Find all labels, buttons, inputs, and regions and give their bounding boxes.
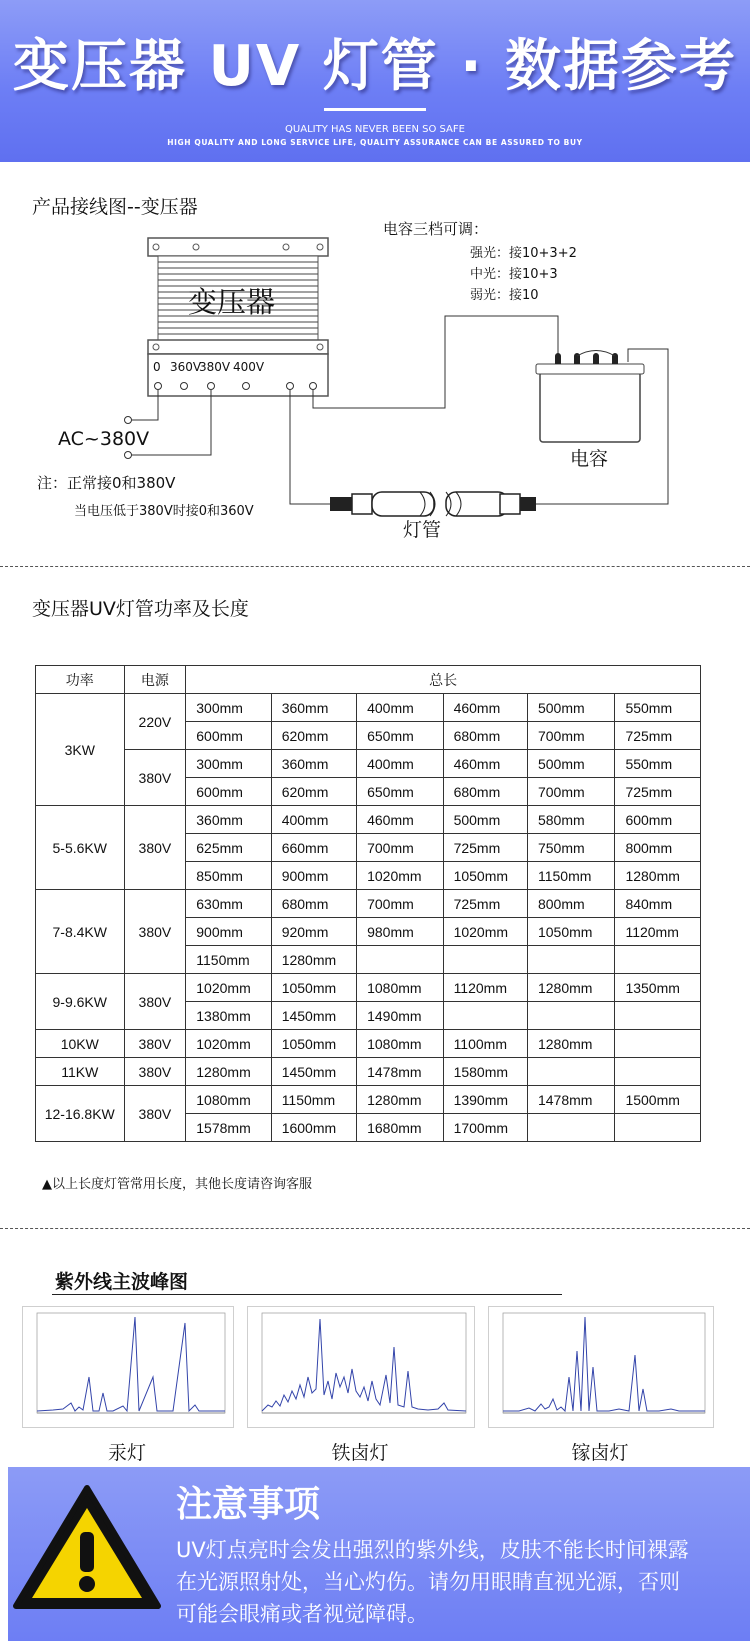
length-cell: 850mm xyxy=(186,862,271,890)
length-cell: 1080mm xyxy=(357,974,443,1002)
power-cell: 12-16.8KW xyxy=(36,1086,125,1142)
length-cell: 360mm xyxy=(271,750,356,778)
length-cell: 1700mm xyxy=(443,1114,527,1142)
spectra-underline xyxy=(52,1294,562,1295)
length-cell: 550mm xyxy=(615,750,701,778)
bolt-icon xyxy=(317,344,323,350)
length-cell: 1280mm xyxy=(527,974,614,1002)
length-cell: 725mm xyxy=(615,722,701,750)
lamp-cap-right xyxy=(520,497,536,511)
transformer-bottom-cap xyxy=(148,340,328,354)
ac-terminal-2 xyxy=(125,452,132,459)
terminal-out1 xyxy=(287,383,294,390)
table-header-row xyxy=(36,666,701,694)
bolt-icon xyxy=(317,244,323,250)
power-cell: 11KW xyxy=(36,1058,125,1086)
length-cell: 700mm xyxy=(527,778,614,806)
header-slogan: QUALITY HAS NEVER BEEN SO SAFE xyxy=(285,124,465,135)
voltage-cell: 220V xyxy=(124,694,186,750)
bolt-icon xyxy=(153,244,159,250)
length-cell: 1150mm xyxy=(271,1086,356,1114)
length-cell: 1350mm xyxy=(615,974,701,1002)
length-cell: 980mm xyxy=(357,918,443,946)
length-cell: 1280mm xyxy=(186,1058,271,1086)
length-cell: 1150mm xyxy=(527,862,614,890)
length-cell: 620mm xyxy=(271,778,356,806)
length-cell xyxy=(527,1002,614,1030)
wiring-note-1: 注：正常接0和380V xyxy=(37,474,176,492)
length-cell xyxy=(527,1114,614,1142)
capacitor-lid xyxy=(536,364,644,374)
lamp-label: 灯管 xyxy=(403,519,442,541)
lamp-tube-right xyxy=(446,492,508,516)
power-cell: 3KW xyxy=(36,694,125,806)
length-cell xyxy=(615,1114,701,1142)
table-row xyxy=(36,806,701,834)
length-cell: 500mm xyxy=(527,750,614,778)
terminal-label-0: 0 xyxy=(153,360,161,374)
length-cell: 1120mm xyxy=(615,918,701,946)
voltage-cell: 380V xyxy=(124,974,186,1030)
length-cell: 1490mm xyxy=(357,1002,443,1030)
length-cell: 660mm xyxy=(271,834,356,862)
lamp-holder-right xyxy=(500,494,520,514)
power-cell: 10KW xyxy=(36,1030,125,1058)
length-cell xyxy=(443,1002,527,1030)
length-cell: 300mm xyxy=(186,694,271,722)
capacitor-terminals xyxy=(555,353,618,364)
iron-halide-spectrum-chart xyxy=(247,1306,475,1428)
notice-line-3: 可能会眼痛或者视觉障碍。 xyxy=(176,1602,428,1626)
length-cell: 1080mm xyxy=(186,1086,271,1114)
notice-title: 注意事项 xyxy=(176,1484,321,1525)
voltage-cell: 380V xyxy=(124,1058,186,1086)
length-cell: 1150mm xyxy=(186,946,271,974)
lamp-wire-left xyxy=(290,390,330,504)
terminal-label-400v: 400V xyxy=(233,360,265,374)
table-title: 变压器UV灯管功率及长度 xyxy=(32,598,249,620)
length-cell: 600mm xyxy=(186,778,271,806)
length-cell: 1478mm xyxy=(357,1058,443,1086)
voltage-cell: 380V xyxy=(124,1086,186,1142)
length-cell: 500mm xyxy=(443,806,527,834)
length-cell: 460mm xyxy=(443,694,527,722)
gallium-halide-spectrum-chart xyxy=(488,1306,714,1428)
length-cell: 680mm xyxy=(271,890,356,918)
length-cell: 700mm xyxy=(357,834,443,862)
table-row xyxy=(36,1030,701,1058)
table-row xyxy=(36,974,701,1002)
length-cell: 1050mm xyxy=(271,1030,356,1058)
table-row xyxy=(36,750,701,778)
length-cell: 840mm xyxy=(615,890,701,918)
notice-line-1: UV灯点亮时会发出强烈的紫外线，皮肤不能长时间裸露 xyxy=(176,1538,689,1562)
length-cell xyxy=(615,1002,701,1030)
section-divider xyxy=(0,566,750,567)
length-cell: 620mm xyxy=(271,722,356,750)
length-cell: 500mm xyxy=(527,694,614,722)
length-cell: 725mm xyxy=(443,890,527,918)
notice-line-2: 在光源照射处，当心灼伤。请勿用眼睛直视光源，否则 xyxy=(176,1570,680,1594)
length-cell: 1600mm xyxy=(271,1114,356,1142)
length-cell: 360mm xyxy=(271,694,356,722)
wiring-title: 产品接线图--变压器 xyxy=(32,196,198,218)
length-cell: 700mm xyxy=(357,890,443,918)
length-cell: 460mm xyxy=(443,750,527,778)
length-cell: 400mm xyxy=(357,694,443,722)
cap-weak: 弱光：接10 xyxy=(470,288,539,303)
length-cell: 1580mm xyxy=(443,1058,527,1086)
length-cell: 1280mm xyxy=(357,1086,443,1114)
table-header-cell: 电源 xyxy=(124,666,186,694)
terminal-0 xyxy=(155,383,162,390)
length-cell: 1280mm xyxy=(527,1030,614,1058)
length-cell: 300mm xyxy=(186,750,271,778)
length-cell: 360mm xyxy=(186,806,271,834)
length-cell xyxy=(615,1030,701,1058)
ac-label: AC~380V xyxy=(58,428,150,450)
iron-halide-label: 铁卤灯 xyxy=(331,1443,389,1464)
capacitor-label: 电容 xyxy=(570,448,609,470)
length-cell xyxy=(527,946,614,974)
transformer-label: 变压器 xyxy=(188,285,276,319)
length-cell: 1020mm xyxy=(443,918,527,946)
gallium-halide-spectrum-plot xyxy=(489,1307,713,1427)
length-cell: 900mm xyxy=(271,862,356,890)
length-cell: 900mm xyxy=(186,918,271,946)
terminal-400v xyxy=(243,383,250,390)
length-cell: 1450mm xyxy=(271,1058,356,1086)
voltage-cell: 380V xyxy=(124,750,186,806)
length-cell: 400mm xyxy=(271,806,356,834)
terminal-label-380v: 380V xyxy=(199,360,231,374)
terminal-out2 xyxy=(310,383,317,390)
wiring-note-2: 当电压低于380V时接0和360V xyxy=(74,504,254,519)
length-cell: 680mm xyxy=(443,722,527,750)
length-cell xyxy=(527,1058,614,1086)
voltage-cell: 380V xyxy=(124,890,186,974)
length-cell: 1020mm xyxy=(357,862,443,890)
length-cell: 1578mm xyxy=(186,1114,271,1142)
length-cell: 725mm xyxy=(443,834,527,862)
length-cell: 1450mm xyxy=(271,1002,356,1030)
length-cell: 700mm xyxy=(527,722,614,750)
page-title: 变压器 UV 灯管 · 数据参考 xyxy=(12,34,738,99)
power-cell: 5-5.6KW xyxy=(36,806,125,890)
length-cell: 1050mm xyxy=(527,918,614,946)
length-cell xyxy=(357,946,443,974)
capacitor-title: 电容三档可调： xyxy=(383,220,489,238)
cap-medium: 中光：接10+3 xyxy=(470,267,558,282)
bolt-icon xyxy=(153,344,159,350)
length-cell: 800mm xyxy=(615,834,701,862)
header-subslogan: HIGH QUALITY AND LONG SERVICE LIFE, QUALITY ASSURANCE CAN BE ASSURED TO BUY xyxy=(167,138,583,147)
length-cell: 550mm xyxy=(615,694,701,722)
length-cell: 600mm xyxy=(186,722,271,750)
power-cell: 9-9.6KW xyxy=(36,974,125,1030)
length-cell: 1680mm xyxy=(357,1114,443,1142)
length-cell: 625mm xyxy=(186,834,271,862)
length-cell: 1500mm xyxy=(615,1086,701,1114)
table-row xyxy=(36,1058,701,1086)
capacitor-body xyxy=(540,372,640,442)
section-divider xyxy=(0,1228,750,1229)
length-cell: 1280mm xyxy=(615,862,701,890)
power-cell: 7-8.4KW xyxy=(36,890,125,974)
length-cell: 750mm xyxy=(527,834,614,862)
length-cell: 725mm xyxy=(615,778,701,806)
voltage-cell: 380V xyxy=(124,806,186,890)
transformer-top-cap xyxy=(148,238,328,256)
length-cell: 680mm xyxy=(443,778,527,806)
warning-icon xyxy=(12,1482,162,1612)
table-row xyxy=(36,1086,701,1114)
length-cell: 1100mm xyxy=(443,1030,527,1058)
gallium-halide-label: 镓卤灯 xyxy=(571,1443,629,1464)
length-cell: 1120mm xyxy=(443,974,527,1002)
capacitor-wire xyxy=(313,316,558,408)
length-cell: 1380mm xyxy=(186,1002,271,1030)
mercury-spectrum-plot xyxy=(23,1307,233,1427)
mercury-label: 汞灯 xyxy=(107,1443,146,1464)
power-length-table xyxy=(35,665,701,1142)
table-row xyxy=(36,890,701,918)
length-cell: 650mm xyxy=(357,722,443,750)
length-cell: 920mm xyxy=(271,918,356,946)
length-cell: 650mm xyxy=(357,778,443,806)
iron-halide-spectrum-plot xyxy=(248,1307,474,1427)
table-header-cell: 总长 xyxy=(186,666,701,694)
lamp-holder-left xyxy=(352,494,372,514)
terminal-label-360v: 360V xyxy=(170,360,202,374)
length-cell: 800mm xyxy=(527,890,614,918)
voltage-cell: 380V xyxy=(124,1030,186,1058)
ac-terminal-1 xyxy=(125,417,132,424)
length-cell: 580mm xyxy=(527,806,614,834)
terminal-380v xyxy=(208,383,215,390)
length-cell xyxy=(443,946,527,974)
length-cell: 1390mm xyxy=(443,1086,527,1114)
terminal-360v xyxy=(181,383,188,390)
lamp-cap-left xyxy=(330,497,352,511)
mercury-spectrum-chart xyxy=(22,1306,234,1428)
length-cell: 1478mm xyxy=(527,1086,614,1114)
bolt-icon xyxy=(193,244,199,250)
length-cell: 1280mm xyxy=(271,946,356,974)
length-cell: 460mm xyxy=(357,806,443,834)
spectra-title: 紫外线主波峰图 xyxy=(55,1271,189,1293)
length-cell: 1050mm xyxy=(271,974,356,1002)
length-cell xyxy=(615,1058,701,1086)
length-cell: 630mm xyxy=(186,890,271,918)
length-cell: 1020mm xyxy=(186,1030,271,1058)
length-cell: 600mm xyxy=(615,806,701,834)
length-cell: 1050mm xyxy=(443,862,527,890)
table-row xyxy=(36,694,701,722)
cap-strong: 强光：接10+3+2 xyxy=(470,246,577,261)
table-header-cell: 功率 xyxy=(36,666,125,694)
table-footnote: ▲以上长度灯管常用长度，其他长度请咨询客服 xyxy=(42,1177,312,1192)
length-cell: 400mm xyxy=(357,750,443,778)
length-cell: 1080mm xyxy=(357,1030,443,1058)
bolt-icon xyxy=(283,244,289,250)
length-cell: 1020mm xyxy=(186,974,271,1002)
length-cell xyxy=(615,946,701,974)
